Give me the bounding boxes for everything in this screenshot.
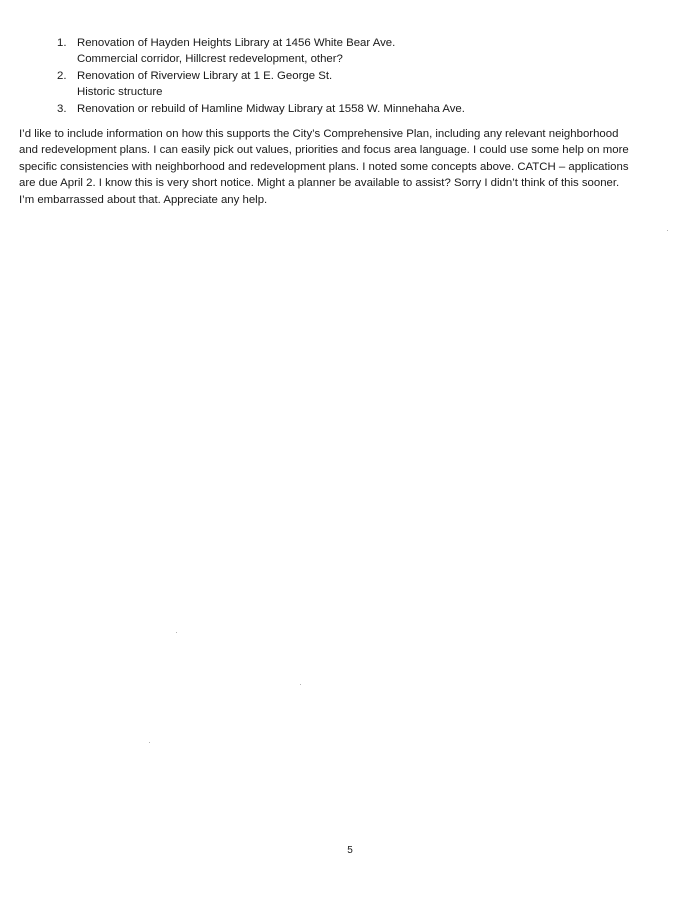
list-item-number: 1. [57,37,67,49]
list-item-number: 3. [57,102,67,115]
scan-speck [300,684,301,685]
page-number: 5 [347,845,353,856]
scan-speck [176,632,177,633]
paragraph-line: I’m embarrassed about that. Appreciate any help. [19,193,268,206]
list-item [57,68,677,101]
body-paragraph [19,126,684,208]
scan-speck [667,230,668,231]
list-item-text: Renovation of Riverview Library at 1 E. George St. [77,69,333,82]
paragraph-line: are due April 2. I know this is very short notice. Might a planner be available to assist? Sorry I didn’t think of this sooner. [19,177,620,190]
list-item-note: Historic structure [77,86,163,99]
list-item-note: Commercial corridor, Hillcrest redevelopment, other? [77,53,343,66]
list-item [57,101,677,117]
list-item-text: Renovation or rebuild of Hamline Midway Library at 1558 W. Minnehaha Ave. [77,102,465,115]
paragraph-line: and redevelopment plans. I can easily pick out values, priorities and focus area language. I could use some help on more [19,144,629,157]
paragraph-line: specific consistencies with neighborhood and redevelopment plans. I noted some concepts above. CATCH – applications [19,160,629,173]
list-item-number: 2. [57,69,67,82]
list-item-text: Renovation of Hayden Heights Library at 1456 White Bear Ave. [77,37,396,49]
paragraph-line: I’d like to include information on how this supports the City’s Comprehensive Plan, including any relevant neighborhood [19,128,619,140]
numbered-list [57,35,677,117]
scan-speck [149,742,150,743]
list-item [57,35,677,68]
